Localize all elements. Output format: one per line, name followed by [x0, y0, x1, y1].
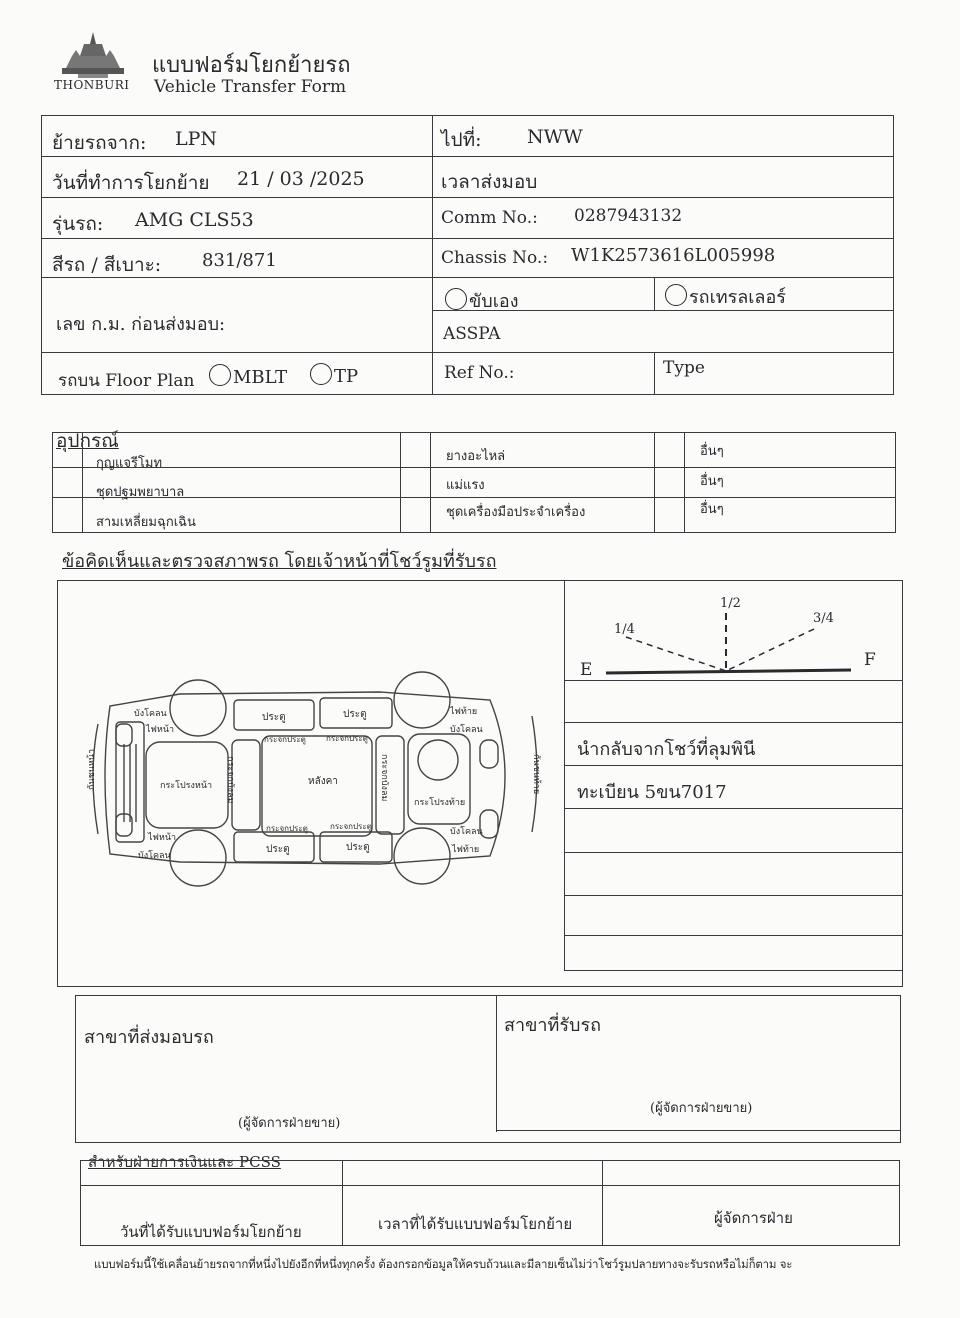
- trailer-radio[interactable]: [665, 284, 687, 306]
- model-label: รุ่นรถ:: [52, 213, 104, 235]
- label-headlight-left: ไฟหน้า: [146, 725, 175, 735]
- label-fender-rear-left: บังโคลน: [450, 725, 483, 735]
- label-door-left-front: ประตู: [262, 712, 286, 723]
- label-door-glass-rr: กระจกประตู: [330, 822, 372, 831]
- comm-value: 0287943132: [574, 206, 683, 226]
- equipment-item: อื่นๆ: [700, 444, 724, 459]
- note-line-2: ทะเบียน 5ขน7017: [577, 782, 727, 803]
- fuel-e-label: E: [580, 660, 593, 680]
- equipment-item: อื่นๆ: [700, 474, 724, 489]
- tp-option[interactable]: TP: [310, 363, 358, 387]
- note-line-1: นำกลับจากโชว์ที่ลุมพินี: [577, 739, 756, 760]
- sending-branch-label: สาขาที่ส่งมอบรถ: [84, 1027, 214, 1048]
- to-label: ไปที่:: [441, 129, 482, 151]
- receiving-manager-caption: (ผู้จัดการฝ่ายขาย): [650, 1101, 753, 1116]
- label-fender-front-left: บังโคลน: [134, 709, 167, 719]
- model-value: AMG CLS53: [135, 209, 254, 231]
- equipment-title: อุปกรณ์: [56, 430, 119, 452]
- label-door-glass-lf: กระจกประตู: [264, 735, 306, 744]
- finance-received-time: เวลาที่ได้รับแบบฟอร์มโยกย้าย: [378, 1215, 573, 1233]
- label-headlight-right: ไฟหน้า: [148, 833, 177, 843]
- label-windshield: กระจกบังลม: [225, 756, 235, 804]
- finance-manager: ผู้จัดการฝ่าย: [714, 1209, 793, 1227]
- finance-title: สำหรับฝ่ายการเงินและ PCSS: [88, 1153, 281, 1171]
- fuel-half-label: 1/2: [720, 596, 741, 611]
- comm-label: Comm No.:: [441, 208, 538, 228]
- inspection-title: ข้อคิดเห็นและตรวจสภาพรถ โดยเจ้าหน้าที่โชว์รูมที่รับรถ: [62, 551, 497, 572]
- company-logo: [54, 30, 132, 96]
- fuel-quarter-label: 1/4: [614, 622, 635, 637]
- date-label: วันที่ทำการโยกย้าย: [52, 172, 210, 194]
- tp-radio[interactable]: [310, 363, 332, 385]
- chassis-value: W1K2573616L005998: [571, 245, 776, 266]
- fuel-f-label: F: [864, 650, 876, 670]
- logo-text: THONBURI: [54, 78, 130, 92]
- temple-logo-icon: [54, 30, 132, 80]
- equipment-item: ยางอะไหล่: [446, 449, 506, 464]
- equipment-item: กุญแจรีโมท: [96, 456, 163, 471]
- label-door-glass-lr: กระจกประตู: [326, 734, 368, 743]
- trailer-option[interactable]: รถเทรลเลอร์: [665, 282, 786, 311]
- label-trunk: กระโปรงท้าย: [414, 798, 466, 808]
- to-value: NWW: [527, 126, 583, 148]
- form-title-en: Vehicle Transfer Form: [154, 77, 347, 97]
- date-value: 21 / 03 /2025: [237, 168, 365, 190]
- ref-label: Ref No.:: [444, 363, 515, 383]
- label-rear-bumper: กันชนท้าย: [531, 754, 541, 795]
- mblt-option[interactable]: MBLT: [209, 364, 287, 388]
- sending-manager-caption: (ผู้จัดการฝ่ายขาย): [238, 1116, 341, 1131]
- label-door-right-front: ประตู: [266, 844, 290, 855]
- label-roof: หลังคา: [308, 776, 338, 787]
- equipment-item: ชุดปฐมพยาบาล: [96, 485, 185, 500]
- mblt-radio[interactable]: [209, 364, 231, 386]
- label-door-right-rear: ประตู: [346, 842, 370, 853]
- receiving-branch-label: สาขาที่รับรถ: [504, 1015, 602, 1036]
- color-value: 831/871: [202, 250, 277, 271]
- floor-plan-label: รถบน Floor Plan: [58, 371, 195, 391]
- assist-value: ASSPA: [443, 324, 501, 344]
- label-door-glass-rf: กระจกประตู: [266, 824, 308, 833]
- mileage-label: เลข ก.ม. ก่อนส่งมอบ:: [56, 314, 226, 335]
- move-from-label: ย้ายรถจาก:: [52, 132, 147, 154]
- self-drive-radio[interactable]: [445, 288, 467, 310]
- label-taillight-right: ไฟท้าย: [452, 845, 480, 855]
- move-from-value: LPN: [175, 128, 218, 150]
- equipment-item: แม่แรง: [446, 478, 485, 493]
- label-hood: กระโปรงหน้า: [160, 781, 213, 791]
- label-front-bumper: กันชนหน้า: [87, 748, 97, 790]
- equipment-item: ชุดเครื่องมือประจำเครื่อง: [446, 505, 586, 520]
- equipment-item: อื่นๆ: [700, 502, 724, 517]
- type-label: Type: [663, 358, 705, 378]
- chassis-label: Chassis No.:: [441, 248, 549, 268]
- color-label: สีรถ / สีเบาะ:: [52, 254, 162, 276]
- label-fender-rear-right: บังโคลน: [450, 827, 483, 837]
- self-drive-option[interactable]: ขับเอง: [445, 286, 518, 315]
- fuel-three-quarter-label: 3/4: [813, 611, 834, 626]
- label-fender-front-right: บังโคลน: [138, 851, 171, 861]
- delivery-time-label: เวลาส่งมอบ: [441, 171, 538, 193]
- finance-received-date: วันที่ได้รับแบบฟอร์มโยกย้าย: [120, 1223, 302, 1241]
- branch-signature-box: [75, 995, 901, 1143]
- label-rear-glass: กระจกบังลม: [379, 754, 389, 802]
- form-title-th: แบบฟอร์มโยกย้ายรถ: [152, 53, 351, 78]
- label-taillight-left: ไฟท้าย: [450, 707, 478, 717]
- footer-note: แบบฟอร์มนี้ใช้เคลื่อนย้ายรถจากที่หนึ่งไปยังอีกที่หนึ่งทุกครั้ง ต้องกรอกข้อมูลให้ครบถ้วนและมีลายเซ็นไม่ว่าโชว์รูมปลายทางจะรับรถหรือไม่ก็ตาม จะ: [94, 1257, 793, 1271]
- label-door-left-rear: ประตู: [343, 709, 367, 720]
- equipment-item: สามเหลี่ยมฉุกเฉิน: [96, 515, 196, 530]
